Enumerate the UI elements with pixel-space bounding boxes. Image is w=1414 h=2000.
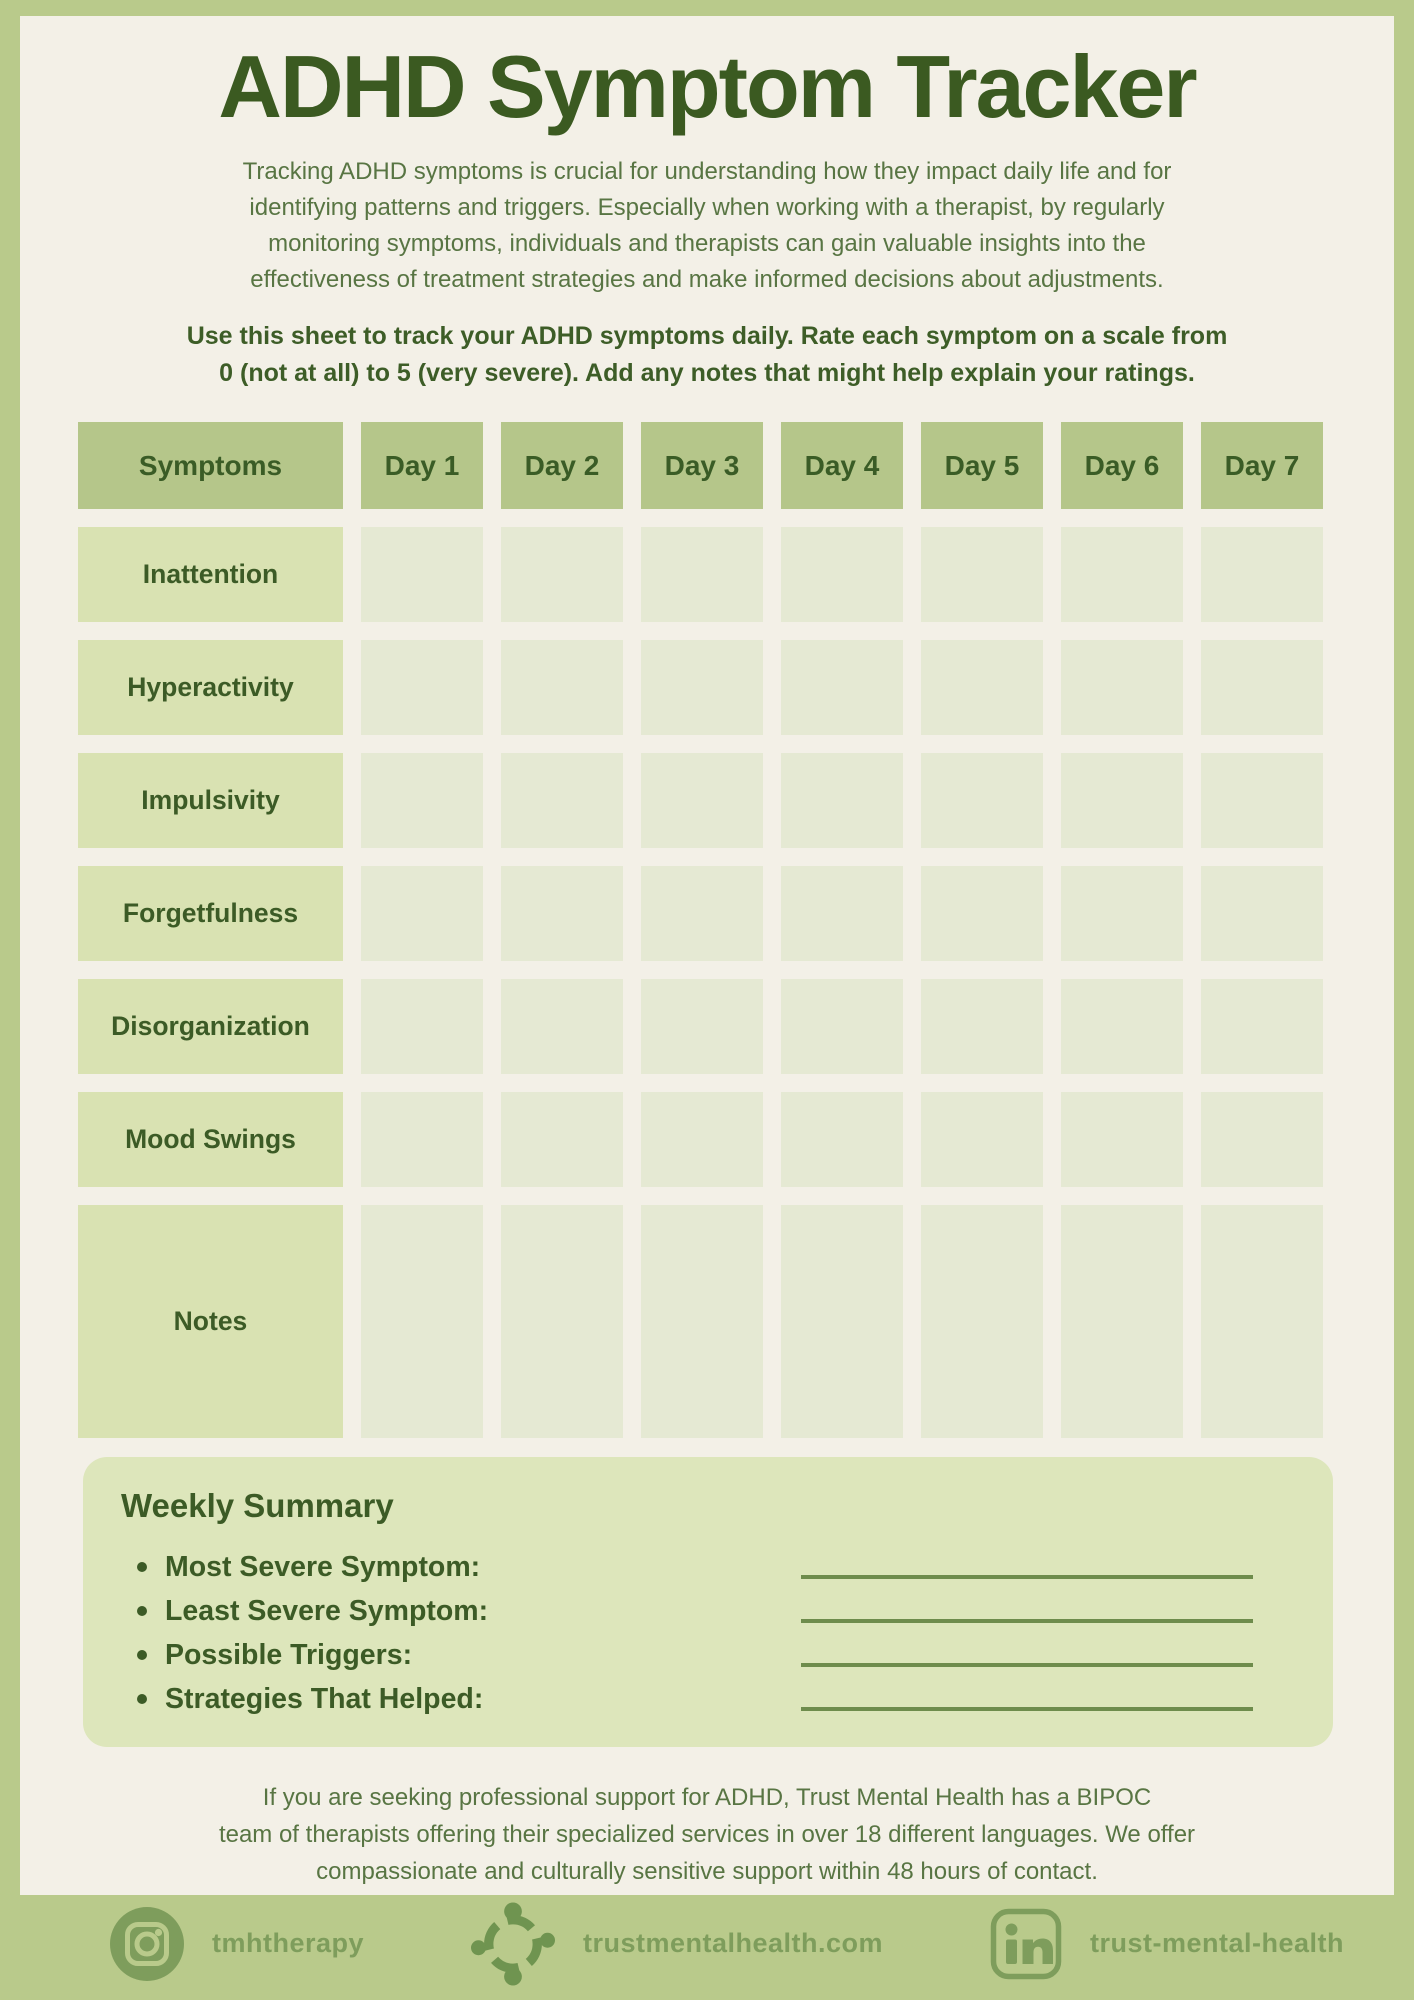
rating-cell[interactable]	[1201, 753, 1323, 848]
fill-in-line[interactable]	[801, 1575, 1253, 1579]
symptom-label-cell: Hyperactivity	[78, 640, 343, 735]
symptom-label-cell: Mood Swings	[78, 1092, 343, 1187]
rating-cell[interactable]	[1201, 640, 1323, 735]
symptom-label-cell: Forgetfulness	[78, 866, 343, 961]
summary-item	[83, 1589, 1333, 1633]
page-title: ADHD Symptom Tracker	[218, 37, 1196, 136]
trust-mental-health-logo-icon	[471, 1902, 555, 1986]
rating-cell[interactable]	[921, 866, 1043, 961]
notes-entry-cell[interactable]	[921, 1205, 1043, 1438]
day-header-cell: Day 6	[1061, 422, 1183, 509]
rating-cell[interactable]	[641, 753, 763, 848]
rating-cell[interactable]	[641, 1092, 763, 1187]
rating-cell[interactable]	[501, 979, 623, 1074]
rating-cell[interactable]	[1061, 753, 1183, 848]
intro-paragraph	[132, 154, 1282, 298]
day-header-cell: Day 7	[1201, 422, 1323, 509]
website-link[interactable]	[471, 1902, 883, 1986]
fill-in-line[interactable]	[801, 1707, 1253, 1711]
rating-cell[interactable]	[781, 753, 903, 848]
summary-item-label: Strategies That Helped:	[165, 1682, 484, 1715]
rating-cell[interactable]	[1061, 1092, 1183, 1187]
bullet-icon	[137, 1606, 147, 1616]
rating-cell[interactable]	[361, 527, 483, 622]
footer-band	[0, 1895, 1414, 2000]
outro-line: compassionate and culturally sensitive support within 48 hours of contact.	[316, 1858, 1098, 1885]
linkedin-icon	[990, 1908, 1062, 1980]
rating-cell[interactable]	[781, 979, 903, 1074]
rating-cell[interactable]	[921, 640, 1043, 735]
day-header-cell: Day 2	[501, 422, 623, 509]
instructions-line: Use this sheet to track your ADHD symptoms daily. Rate each symptom on a scale from	[186, 322, 1228, 350]
rating-cell[interactable]	[1201, 866, 1323, 961]
rating-cell[interactable]	[781, 866, 903, 961]
rating-cell[interactable]	[641, 640, 763, 735]
bullet-icon	[137, 1562, 147, 1572]
linkedin-link[interactable]	[990, 1908, 1344, 1980]
symptom-label-cell: Disorganization	[78, 979, 343, 1074]
rating-cell[interactable]	[361, 1092, 483, 1187]
instagram-icon	[110, 1907, 184, 1981]
rating-cell[interactable]	[361, 866, 483, 961]
rating-cell[interactable]	[361, 640, 483, 735]
outro-line: team of therapists offering their specialized services in over 18 different languages. We offer	[218, 1821, 1196, 1848]
rating-cell[interactable]	[501, 527, 623, 622]
intro-line: identifying patterns and triggers. Especially when working with a therapist, by regularly	[249, 194, 1165, 221]
rating-cell[interactable]	[921, 527, 1043, 622]
symptom-label-cell: Inattention	[78, 527, 343, 622]
bullet-icon	[137, 1650, 147, 1660]
footer-link-label: trustmentalhealth.com	[582, 1928, 884, 1958]
summary-item-label: Least Severe Symptom:	[165, 1594, 489, 1627]
intro-line: monitoring symptoms, individuals and therapists can gain valuable insights into the	[268, 230, 1146, 257]
summary-item-label: Possible Triggers:	[165, 1638, 413, 1671]
instagram-link[interactable]	[110, 1907, 364, 1981]
rating-cell[interactable]	[501, 1092, 623, 1187]
rating-cell[interactable]	[641, 527, 763, 622]
rating-cell[interactable]	[1201, 979, 1323, 1074]
bullet-icon	[137, 1694, 147, 1704]
notes-entry-cell[interactable]	[1201, 1205, 1323, 1438]
symptom-table	[78, 422, 1394, 1438]
intro-line: Tracking ADHD symptoms is crucial for understanding how they impact daily life and for	[242, 158, 1172, 185]
intro-line: effectiveness of treatment strategies and make informed decisions about adjustments.	[250, 266, 1164, 293]
rating-cell[interactable]	[1061, 640, 1183, 735]
rating-cell[interactable]	[781, 527, 903, 622]
footer-link-label: trust-mental-health	[1089, 1928, 1344, 1958]
rating-cell[interactable]	[921, 979, 1043, 1074]
summary-item	[83, 1677, 1333, 1721]
rating-cell[interactable]	[1201, 527, 1323, 622]
symptom-label-cell: Impulsivity	[78, 753, 343, 848]
rating-cell[interactable]	[1061, 979, 1183, 1074]
day-header-cell: Day 3	[641, 422, 763, 509]
rating-cell[interactable]	[501, 640, 623, 735]
rating-cell[interactable]	[1061, 527, 1183, 622]
day-header-cell: Day 1	[361, 422, 483, 509]
rating-cell[interactable]	[1201, 1092, 1323, 1187]
weekly-summary-box	[83, 1457, 1333, 1747]
summary-item	[83, 1633, 1333, 1677]
rating-cell[interactable]	[641, 866, 763, 961]
day-header-cell: Day 4	[781, 422, 903, 509]
outro-line: If you are seeking professional support for ADHD, Trust Mental Health has a BIPOC	[262, 1784, 1152, 1811]
rating-cell[interactable]	[361, 979, 483, 1074]
instructions-line: 0 (not at all) to 5 (very severe). Add any notes that might help explain your ratings.	[219, 359, 1195, 387]
rating-cell[interactable]	[921, 753, 1043, 848]
rating-cell[interactable]	[501, 753, 623, 848]
instructions-paragraph	[157, 318, 1257, 392]
rating-cell[interactable]	[361, 753, 483, 848]
rating-cell[interactable]	[641, 979, 763, 1074]
rating-cell[interactable]	[921, 1092, 1043, 1187]
notes-entry-cell[interactable]	[501, 1205, 623, 1438]
rating-cell[interactable]	[781, 1092, 903, 1187]
notes-entry-cell[interactable]	[361, 1205, 483, 1438]
rating-cell[interactable]	[781, 640, 903, 735]
outro-paragraph	[42, 1779, 1372, 1890]
worksheet-sheet	[20, 16, 1394, 1895]
weekly-summary-list	[83, 1545, 1333, 1721]
day-header-cell: Day 5	[921, 422, 1043, 509]
summary-item	[83, 1545, 1333, 1589]
notes-entry-cell[interactable]	[1061, 1205, 1183, 1438]
symptoms-header-cell: Symptoms	[78, 422, 343, 509]
footer-link-label: tmhtherapy	[212, 1928, 365, 1958]
notes-entry-cell[interactable]	[781, 1205, 903, 1438]
rating-cell[interactable]	[1061, 866, 1183, 961]
notes-label-cell: Notes	[78, 1205, 343, 1438]
summary-item-label: Most Severe Symptom:	[165, 1550, 481, 1583]
fill-in-line[interactable]	[801, 1663, 1253, 1667]
weekly-summary-title: Weekly Summary	[121, 1487, 394, 1524]
rating-cell[interactable]	[501, 866, 623, 961]
fill-in-line[interactable]	[801, 1619, 1253, 1623]
notes-entry-cell[interactable]	[641, 1205, 763, 1438]
